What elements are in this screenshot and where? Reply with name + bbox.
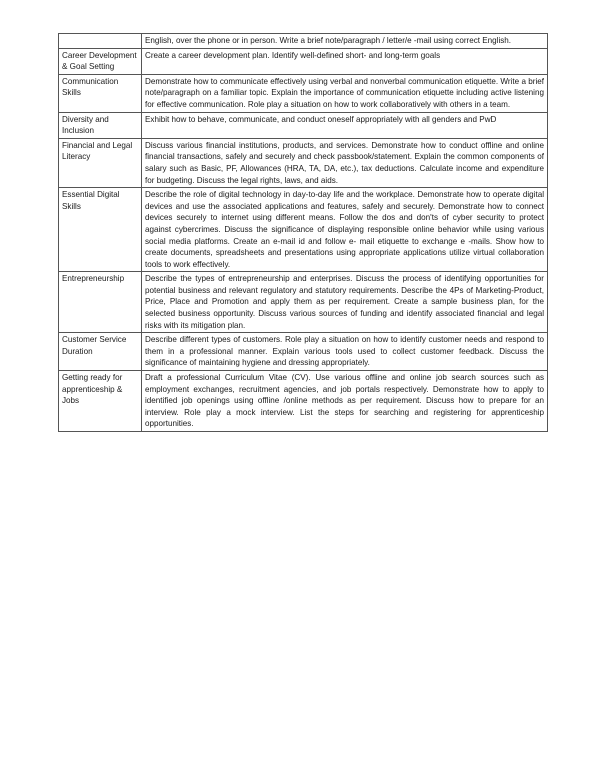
topic-cell: Customer Service Duration bbox=[59, 333, 142, 371]
table-row bbox=[59, 272, 548, 333]
description-cell: Describe the role of digital technology in day-to-day life and the workplace. Demonstrate how to operate digital devices and use the associated applications and features, safely and securely. Demonstrate how to connect devices securely to internet using different means. Follow the dos and don'ts of cyber security to protect against cybercrimes. Discuss the significance of displaying responsible online behavior while using various social media platforms. Create an e-mail id and follow e- mail etiquette to exchange e -mails. Show how to create documents, spreadsheets and presentations using appropriate applications utilize virtual collaboration tools to work effectively. bbox=[142, 188, 548, 272]
description-cell: Draft a professional Curriculum Vitae (CV). Use various offline and online job search sources such as employment exchanges, recruitment agencies, and job portals respectively. Demonstrate how to apply to identified job openings using offline /online methods as per requirement. Discuss how to prepare for an interview. Role play a mock interview. List the steps for searching and registering for apprenticeship opportunities. bbox=[142, 371, 548, 432]
description-cell: Describe the types of entrepreneurship and enterprises. Discuss the process of identifying opportunities for potential business and relevant regulatory and statutory requirements. Describe the 4Ps of Marketing-Product, Price, Place and Promotion and apply them as per requirement. Create a sample business plan, for the selected business opportunity. Discuss various sources of funding and identify associated financial and legal risks with its mitigation plan. bbox=[142, 272, 548, 333]
table-row bbox=[59, 112, 548, 138]
table-row bbox=[59, 138, 548, 187]
topic-cell: Communication Skills bbox=[59, 74, 142, 112]
topic-cell: Getting ready for apprenticeship & Jobs bbox=[59, 371, 142, 432]
table-row bbox=[59, 333, 548, 371]
topic-cell: Career Development & Goal Setting bbox=[59, 48, 142, 74]
description-cell: English, over the phone or in person. Write a brief note/paragraph / letter/e -mail using correct English. bbox=[142, 34, 548, 49]
table-row bbox=[59, 74, 548, 112]
table-row bbox=[59, 188, 548, 272]
topic-cell: Diversity and Inclusion bbox=[59, 112, 142, 138]
description-cell: Create a career development plan. Identify well-defined short- and long-term goals bbox=[142, 48, 548, 74]
topic-cell: Financial and Legal Literacy bbox=[59, 138, 142, 187]
description-cell: Discuss various financial institutions, products, and services. Demonstrate how to conduct offline and online financial transactions, safely and securely and check passbook/statement. Explain the common components of salary such as Basic, PF, Allowances (HRA, TA, DA, etc.), tax deductions. Calculate income and expenditure for budgeting. Discuss the legal rights, laws, and aids. bbox=[142, 138, 548, 187]
syllabus-table bbox=[58, 33, 548, 432]
table-row bbox=[59, 371, 548, 432]
description-cell: Describe different types of customers. Role play a situation on how to identify customer needs and respond to them in a professional manner. Explain various tools used to collect customer feedback. Discuss the significance of maintaining hygiene and dressing appropriately. bbox=[142, 333, 548, 371]
table-row bbox=[59, 48, 548, 74]
topic-cell: Essential Digital Skills bbox=[59, 188, 142, 272]
description-cell: Exhibit how to behave, communicate, and conduct oneself appropriately with all genders and PwD bbox=[142, 112, 548, 138]
table-row bbox=[59, 34, 548, 49]
description-cell: Demonstrate how to communicate effectively using verbal and nonverbal communication etiquette. Write a brief note/paragraph on a familiar topic. Explain the importance of communication etiquette including active listening for effective communication. Role play a situation on how to work collaboratively with others in a team. bbox=[142, 74, 548, 112]
topic-cell bbox=[59, 34, 142, 49]
topic-cell: Entrepreneurship bbox=[59, 272, 142, 333]
